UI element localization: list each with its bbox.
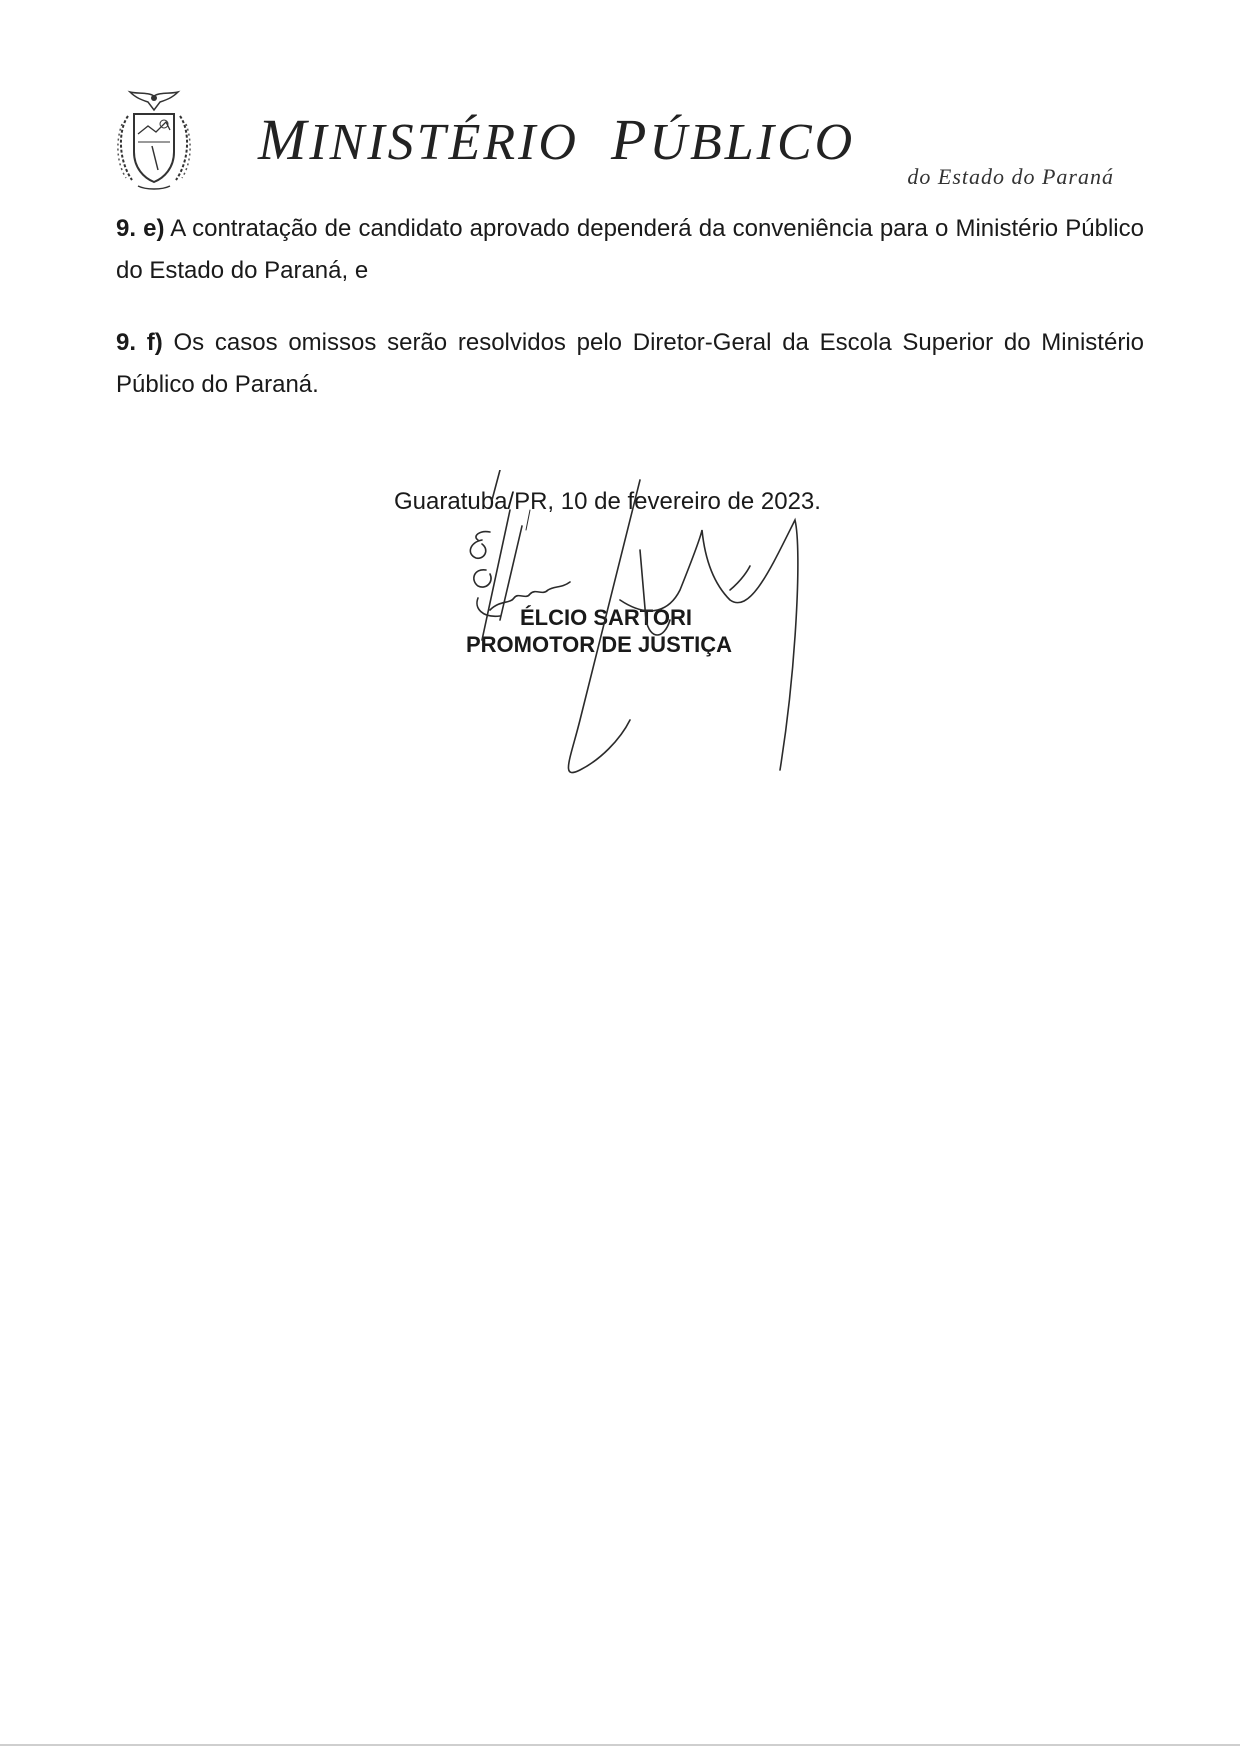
paragraph-text: Os casos omissos serão resolvidos pelo Diretor-Geral da Escola Superior do Ministério Público do Paraná. (116, 329, 1144, 398)
paragraph-9e (116, 208, 1144, 292)
org-title-second-rest: ÚBLICO (649, 114, 856, 171)
paragraph-9f (116, 322, 1144, 406)
signatory-name: ÉLCIO SARTORI (520, 605, 692, 630)
org-title (258, 106, 855, 173)
paragraph-label: 9. e) (116, 215, 165, 242)
paragraph-label: 9. f) (116, 329, 163, 356)
org-subtitle: do Estado do Paraná (907, 164, 1114, 189)
paragraph-text: A contratação de candidato aprovado dependerá da conveniência para o Ministério Público do Estado do Paraná, e (116, 215, 1144, 284)
org-title-initial: M (258, 107, 310, 172)
letterhead (108, 88, 1118, 198)
org-title-rest: INISTÉRIO (309, 114, 579, 171)
signatory-role: PROMOTOR DE JUSTIÇA (466, 632, 733, 657)
coat-of-arms-icon (108, 90, 200, 194)
place-date: Guaratuba/PR, 10 de fevereiro de 2023. (394, 488, 821, 515)
org-title-second-initial: P (610, 107, 650, 172)
scan-edge-divider (0, 1744, 1240, 1746)
